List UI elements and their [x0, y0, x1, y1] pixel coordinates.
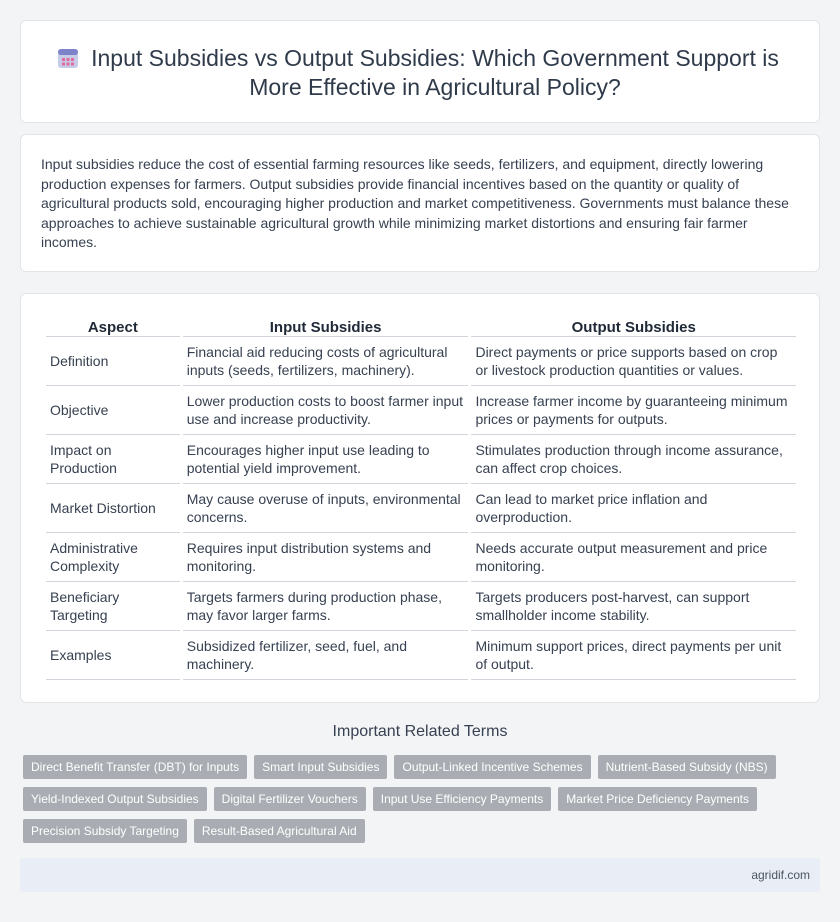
row-input-value: Subsidized fertilizer, seed, fuel, and machinery.	[183, 631, 469, 680]
row-output-value: Needs accurate output measurement and price monitoring.	[471, 533, 796, 582]
related-term-tag[interactable]: Precision Subsidy Targeting	[23, 819, 187, 843]
related-term-tag[interactable]: Direct Benefit Transfer (DBT) for Inputs	[23, 755, 247, 779]
row-input-value: Encourages higher input use leading to potential yield improvement.	[183, 435, 469, 484]
row-output-value: Increase farmer income by guaranteeing minimum prices or payments for outputs.	[471, 386, 796, 435]
row-aspect: Impact on Production	[46, 435, 180, 484]
row-aspect: Objective	[46, 386, 180, 435]
related-term-tag[interactable]: Output-Linked Incentive Schemes	[394, 755, 590, 779]
footer	[20, 858, 820, 892]
table-row	[46, 533, 796, 582]
row-output-value: Minimum support prices, direct payments per unit of output.	[471, 631, 796, 680]
table-row	[46, 631, 796, 680]
table-header-row	[46, 316, 796, 337]
related-term-tag[interactable]: Input Use Efficiency Payments	[373, 787, 552, 811]
intro-paragraph: Input subsidies reduce the cost of essential farming resources like seeds, fertilizers, and equipment, directly lowering production expenses for farmers. Output subsidies provide financial incentives based on the quantity or quality of agricultural products sold, encouraging higher production and market competitiveness. Governments must balance these approaches to achieve sustainable agricultural growth while minimizing market distortions and ensuring fair farmer incomes.	[41, 156, 789, 250]
table-row	[46, 582, 796, 631]
related-terms-heading: Important Related Terms	[332, 723, 508, 740]
intro-card	[20, 134, 820, 272]
related-term-tag[interactable]: Digital Fertilizer Vouchers	[214, 787, 366, 811]
header-output-subsidies: Output Subsidies	[471, 316, 796, 337]
row-input-value: Targets farmers during production phase, may favor larger farms.	[183, 582, 469, 631]
related-terms-list	[23, 755, 783, 843]
row-aspect: Beneficiary Targeting	[46, 582, 180, 631]
related-term-tag[interactable]: Yield-Indexed Output Subsidies	[23, 787, 207, 811]
related-term-tag[interactable]: Smart Input Subsidies	[254, 755, 387, 779]
row-input-value: Requires input distribution systems and monitoring.	[183, 533, 469, 582]
row-input-value: May cause overuse of inputs, environmental concerns.	[183, 484, 469, 533]
row-output-value: Targets producers post-harvest, can support smallholder income stability.	[471, 582, 796, 631]
row-output-value: Can lead to market price inflation and overproduction.	[471, 484, 796, 533]
comparison-table	[43, 316, 799, 680]
comparison-table-card	[20, 293, 820, 703]
row-aspect: Definition	[46, 337, 180, 386]
table-row	[46, 435, 796, 484]
table-row	[46, 386, 796, 435]
related-term-tag[interactable]: Market Price Deficiency Payments	[558, 787, 757, 811]
row-input-value: Financial aid reducing costs of agricultural inputs (seeds, fertilizers, machinery).	[183, 337, 469, 386]
row-aspect: Market Distortion	[46, 484, 180, 533]
page-title: Input Subsidies vs Output Subsidies: Which Government Support is More Effective in Agricultural Policy?	[91, 45, 779, 100]
row-aspect: Administrative Complexity	[46, 533, 180, 582]
table-row	[46, 484, 796, 533]
related-term-tag[interactable]: Result-Based Agricultural Aid	[194, 819, 365, 843]
row-aspect: Examples	[46, 631, 180, 680]
row-output-value: Direct payments or price supports based on crop or livestock production quantities or values.	[471, 337, 796, 386]
footer-site-link[interactable]: agridif.com	[751, 868, 810, 882]
header-aspect: Aspect	[46, 316, 180, 337]
row-input-value: Lower production costs to boost farmer input use and increase productivity.	[183, 386, 469, 435]
header-input-subsidies: Input Subsidies	[183, 316, 469, 337]
title-card	[20, 20, 820, 123]
table-row	[46, 337, 796, 386]
related-term-tag[interactable]: Nutrient-Based Subsidy (NBS)	[598, 755, 776, 779]
row-output-value: Stimulates production through income assurance, can affect crop choices.	[471, 435, 796, 484]
